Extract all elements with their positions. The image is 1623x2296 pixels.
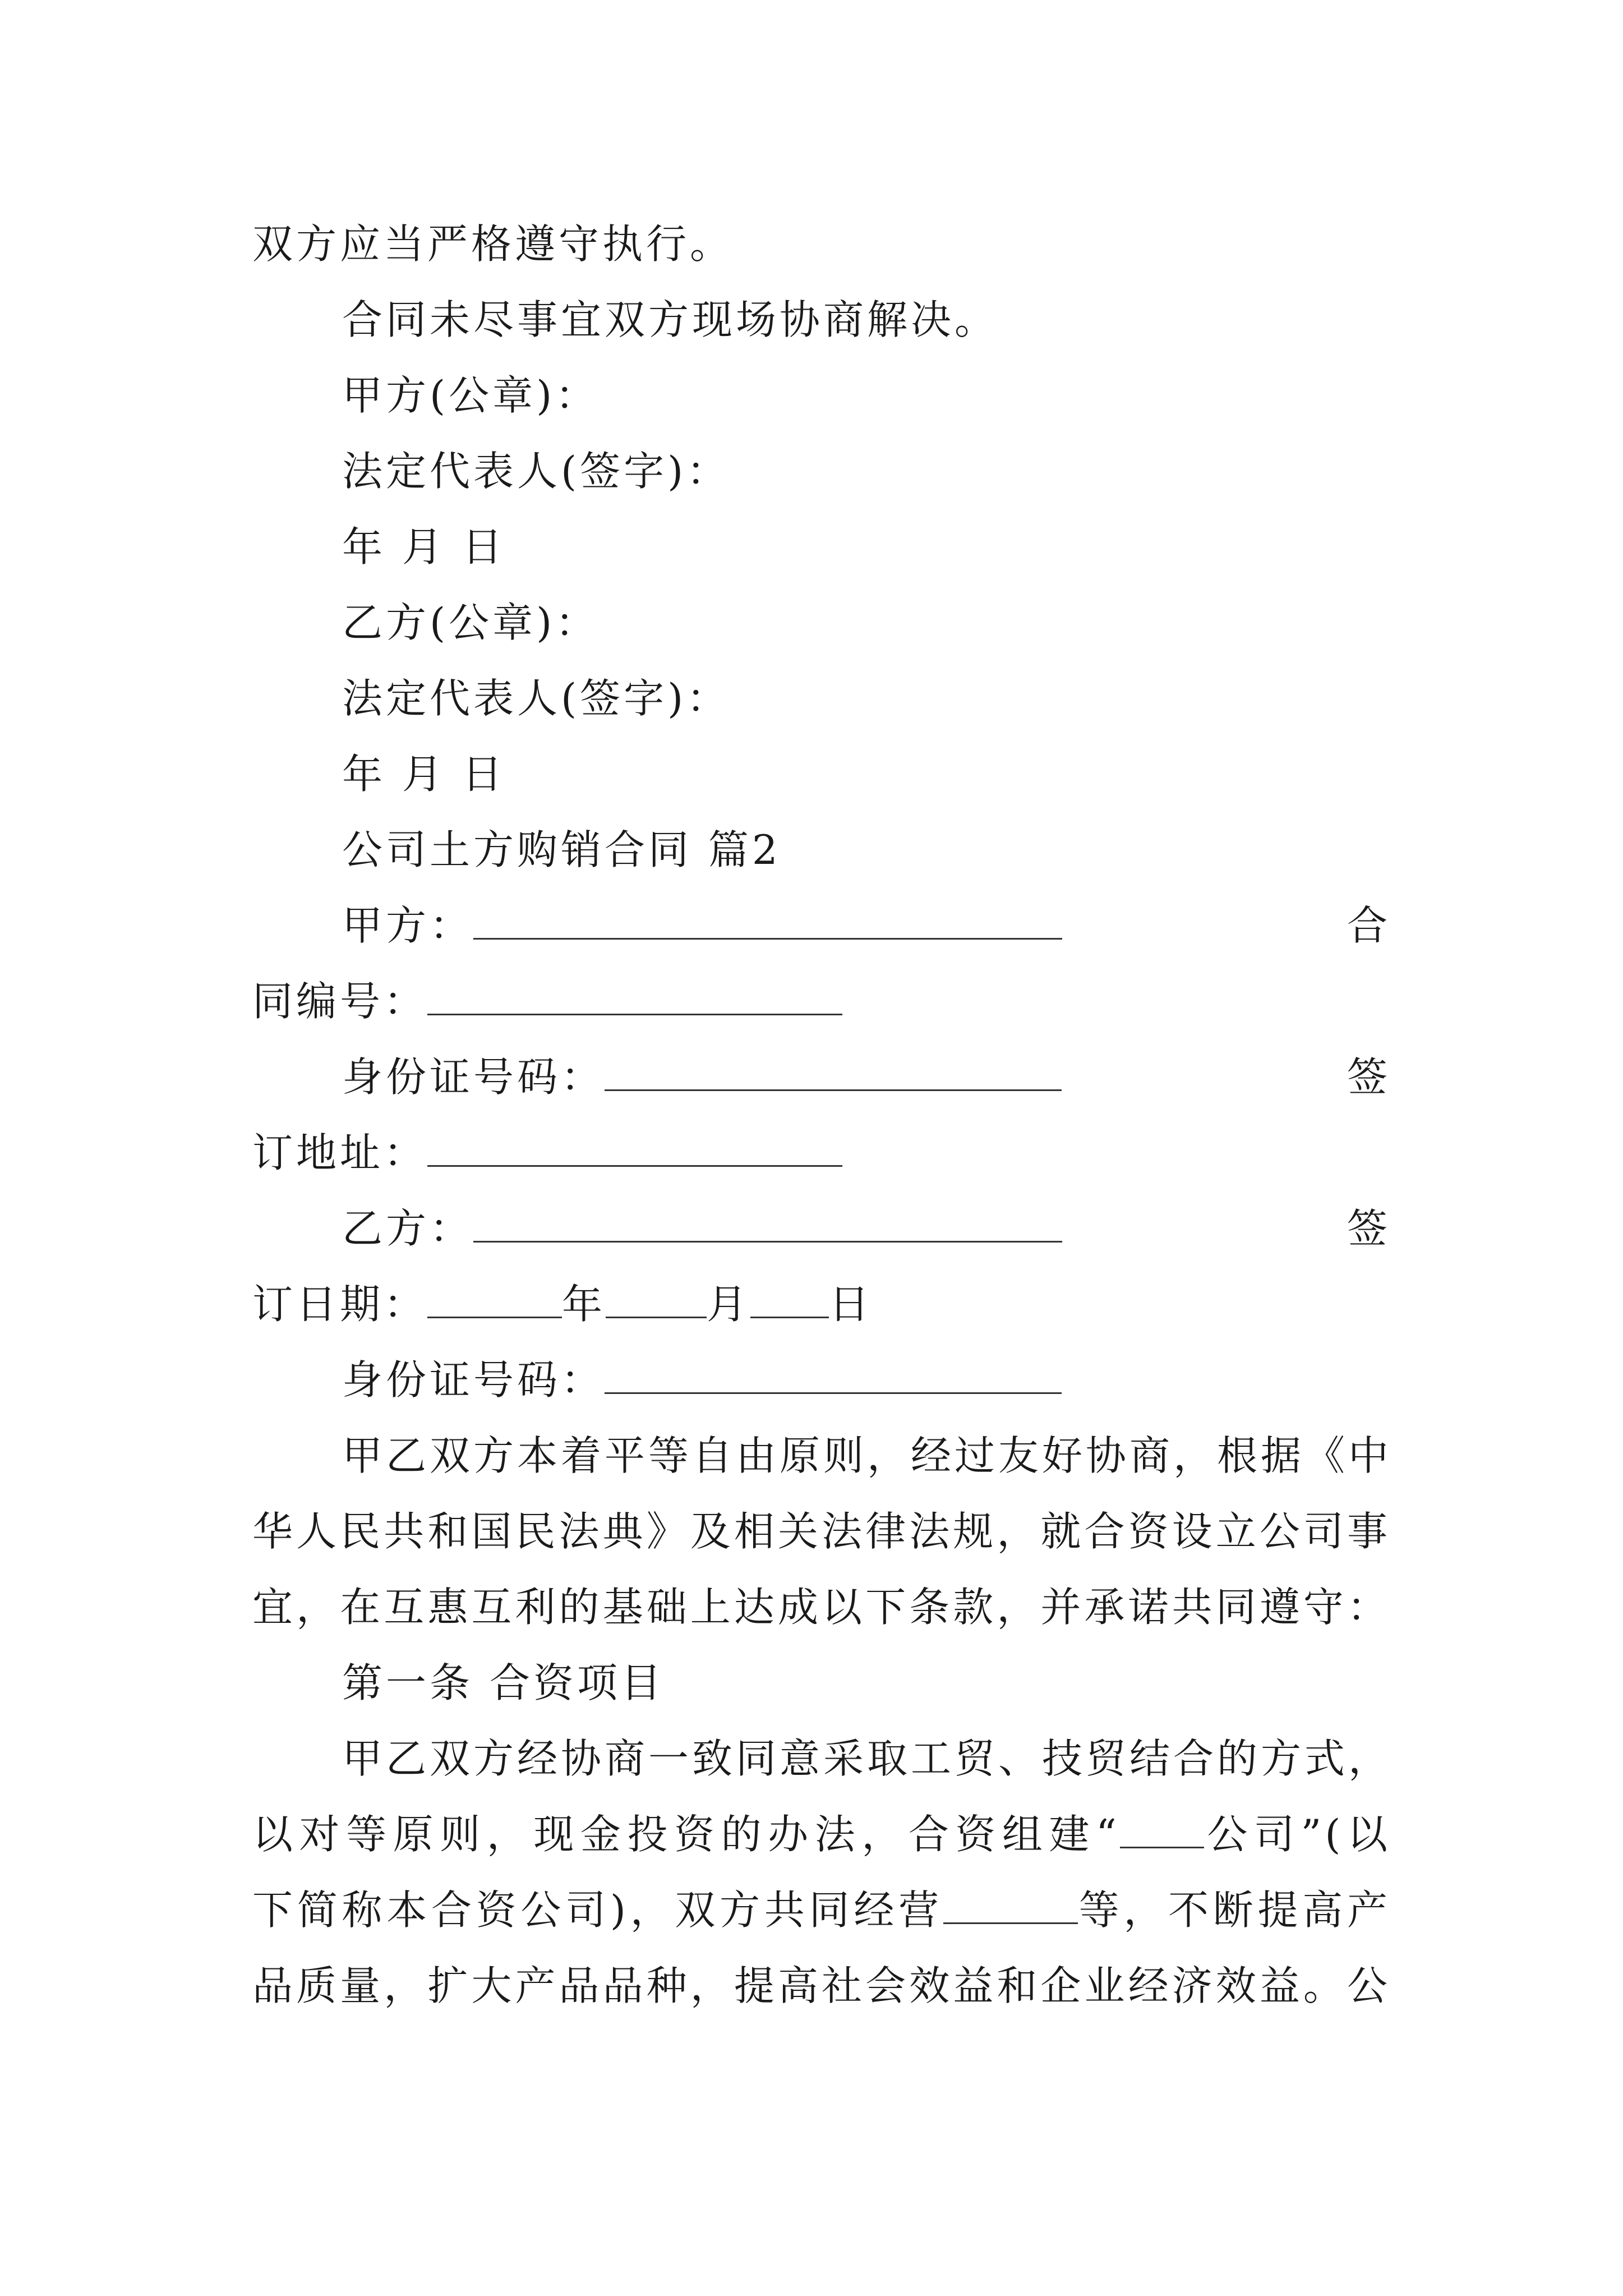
party-b-legal-rep: 法定代表人(签字)： (342, 675, 731, 722)
sign-date-field (252, 1276, 873, 1332)
party-b-field (342, 1200, 1062, 1257)
year-label: 年 (562, 1281, 606, 1328)
year-blank (427, 1282, 562, 1318)
paragraph-2-line-3-a: 下简称本合资公司)，双方共同经营 (252, 1887, 943, 1934)
paragraph-1-line-3: 宜，在互惠互利的基础上达成以下条款，并承诺共同遵守： (252, 1584, 1391, 1631)
contract-no-label: 同编号： (252, 978, 428, 1025)
paragraph-2-line-1: 甲乙双方经协商一致同意采取工贸、技贸结合的方式， (342, 1735, 1393, 1782)
id-no-a-blank (605, 1055, 1062, 1091)
paragraph-2-line-2-a: 以对等原则，现金投资的办法，合资组建“ (252, 1811, 1120, 1858)
contract-no-prefix: 合 (1347, 902, 1387, 949)
id-no-a-field (342, 1049, 1062, 1105)
month-blank (606, 1282, 707, 1318)
party-a-legal-rep: 法定代表人(签字)： (342, 448, 731, 495)
day-blank (750, 1282, 829, 1318)
party-a-seal: 甲方(公章)： (342, 372, 600, 419)
article-1-heading: 第一条 合资项目 (342, 1659, 665, 1706)
day-label: 日 (829, 1281, 873, 1328)
company-name-blank (1120, 1812, 1204, 1848)
contract-no-field (252, 973, 842, 1029)
month-label: 月 (707, 1281, 751, 1328)
text-line-1: 双方应当严格遵守执行。 (252, 220, 734, 268)
paragraph-1-line-1: 甲乙双方本着平等自由原则，经过友好协商，根据《中 (342, 1432, 1393, 1479)
sign-place-label: 订地址： (252, 1129, 428, 1176)
id-no-b-blank (605, 1358, 1062, 1394)
party-b-date: 年 月 日 (342, 751, 506, 798)
sign-date-prefix: 签 (1347, 1205, 1387, 1252)
section-title: 公司土方购销合同 篇2 (342, 826, 781, 873)
contract-no-blank (427, 979, 842, 1015)
paragraph-2-line-4: 品质量，扩大产品品种，提高社会效益和企业经济效益。公 (252, 1962, 1391, 2009)
paragraph-2-line-2-b: 公司”(以 (1204, 1811, 1391, 1858)
id-no-b-field (342, 1352, 1062, 1408)
sign-place-blank (427, 1130, 842, 1167)
sign-date-label: 订日期： (252, 1281, 428, 1328)
party-a-label: 甲方： (342, 902, 474, 949)
party-b-blank (473, 1206, 1062, 1243)
party-a-blank (473, 903, 1062, 940)
id-no-b-label: 身份证号码： (342, 1356, 605, 1404)
paragraph-2-line-2 (252, 1806, 1391, 1862)
party-b-label: 乙方： (342, 1205, 474, 1252)
party-a-date: 年 月 日 (342, 523, 506, 570)
business-scope-blank (943, 1888, 1078, 1924)
paragraph-2-line-3-b: 等，不断提高产 (1077, 1887, 1391, 1934)
party-a-field (342, 898, 1062, 954)
paragraph-1-line-2: 华人民共和国民法典》及相关法律法规，就合资设立公司事 (252, 1508, 1391, 1555)
sign-place-prefix: 签 (1347, 1053, 1387, 1101)
party-b-seal: 乙方(公章)： (342, 599, 600, 646)
text-line-2: 合同未尽事宜双方现场协商解决。 (342, 296, 999, 343)
id-no-a-label: 身份证号码： (342, 1053, 605, 1101)
paragraph-2-line-3 (252, 1882, 1391, 1938)
sign-place-field (252, 1125, 842, 1181)
